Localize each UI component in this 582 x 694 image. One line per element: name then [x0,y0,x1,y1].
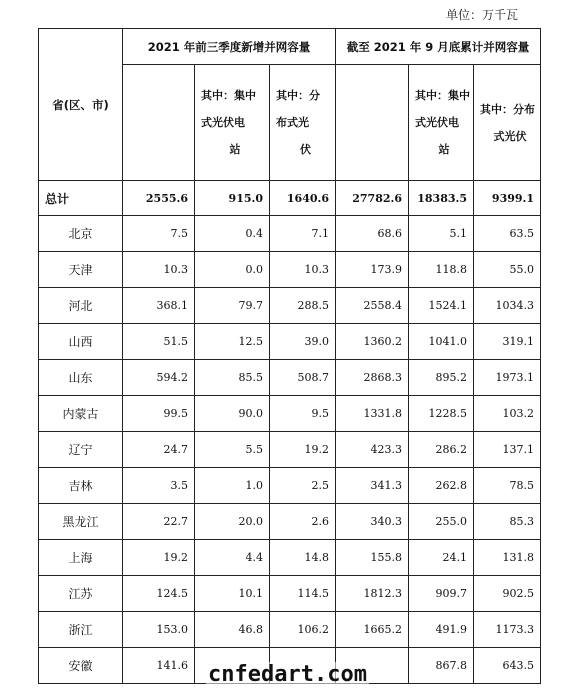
total-row [39,181,541,216]
value-cell: 262.8 [409,468,474,504]
value-cell: 867.8 [409,648,474,684]
value-cell: 27782.6 [336,181,409,216]
value-cell: 20.0 [195,504,270,540]
value-cell: 341.3 [336,468,409,504]
cumulative-centralized-header [409,65,474,181]
value-cell: 2.5 [270,468,336,504]
province-cell: 河北 [39,288,123,324]
new-distributed-header [270,65,336,181]
table-row [39,432,541,468]
value-cell: 2.6 [270,504,336,540]
value-cell: 10.3 [123,252,195,288]
value-cell: 2558.4 [336,288,409,324]
value-cell: 155.8 [336,540,409,576]
value-cell: 12.5 [195,324,270,360]
value-cell: 1665.2 [336,612,409,648]
value-cell: 63.5 [474,216,541,252]
value-cell: 106.2 [270,612,336,648]
value-cell: 99.5 [123,396,195,432]
value-cell: 24.7 [123,432,195,468]
header-line: 布式光 [276,116,309,129]
value-cell: 79.7 [195,288,270,324]
value-cell: 895.2 [409,360,474,396]
new-capacity-header: 2021 年前三季度新增并网容量 [123,29,336,65]
new-total-header [123,65,195,181]
value-cell: 1034.3 [474,288,541,324]
value-cell: 286.2 [409,432,474,468]
value-cell: 18383.5 [409,181,474,216]
value-cell: 9399.1 [474,181,541,216]
value-cell: 124.5 [123,576,195,612]
province-cell: 内蒙古 [39,396,123,432]
value-cell: 2868.3 [336,360,409,396]
value-cell: 319.1 [474,324,541,360]
value-cell: 90.0 [195,396,270,432]
header-line: 其中：集中 [415,89,471,102]
value-cell: 1360.2 [336,324,409,360]
value-cell: 909.7 [409,576,474,612]
value-cell: 368.1 [123,288,195,324]
value-cell: 10.3 [270,252,336,288]
value-cell: 491.9 [409,612,474,648]
province-cell: 黑龙江 [39,504,123,540]
value-cell: 85.5 [195,360,270,396]
province-cell: 山东 [39,360,123,396]
header-line: 其中：集中 [201,89,256,102]
header-line: 其中：分 [276,89,320,102]
table-row [39,576,541,612]
value-cell: 46.8 [195,612,270,648]
cumulative-distributed-header [474,65,541,181]
table-row [39,324,541,360]
value-cell: 5.1 [409,216,474,252]
value-cell: 3.5 [123,468,195,504]
value-cell: 902.5 [474,576,541,612]
header-line: 式光伏电 [201,116,245,129]
cumulative-capacity-header: 截至 2021 年 9 月底累计并网容量 [336,29,541,65]
table-row [39,288,541,324]
value-cell: 85.3 [474,504,541,540]
header-line: 其中：分布 [480,102,536,116]
value-cell: 423.3 [336,432,409,468]
value-cell: 1041.0 [409,324,474,360]
value-cell: 55.0 [474,252,541,288]
province-cell: 吉林 [39,468,123,504]
value-cell: 7.1 [270,216,336,252]
value-cell: 118.8 [409,252,474,288]
value-cell: 508.7 [270,360,336,396]
value-cell: 1173.3 [474,612,541,648]
value-cell: 1973.1 [474,360,541,396]
header-line: 站 [438,143,450,156]
value-cell: 1640.6 [270,181,336,216]
value-cell: 131.8 [474,540,541,576]
unit-label: 单位：万千瓦 [445,8,518,22]
table-row [39,468,541,504]
new-centralized-header [195,65,270,181]
value-cell: 22.7 [123,504,195,540]
table-row [39,252,541,288]
value-cell: 14.8 [270,540,336,576]
value-cell: 173.9 [336,252,409,288]
province-cell: 上海 [39,540,123,576]
header-line: 站 [229,143,241,156]
value-cell: 340.3 [336,504,409,540]
province-header: 省(区、市) [39,29,123,181]
value-cell: 594.2 [123,360,195,396]
value-cell: 1524.1 [409,288,474,324]
table-row [39,540,541,576]
province-cell: 安徽 [39,648,123,684]
province-cell: 北京 [39,216,123,252]
value-cell: 288.5 [270,288,336,324]
value-cell: 2555.6 [123,181,195,216]
capacity-table [38,28,541,684]
value-cell: 137.1 [474,432,541,468]
table-row [39,396,541,432]
value-cell: 915.0 [195,181,270,216]
table-row [39,504,541,540]
watermark: cnfedart.com [208,662,367,687]
value-cell: 5.5 [195,432,270,468]
value-cell: 19.2 [270,432,336,468]
cumulative-total-header [336,65,409,181]
province-cell: 总计 [39,181,123,216]
value-cell: 153.0 [123,612,195,648]
province-cell: 辽宁 [39,432,123,468]
value-cell: 643.5 [474,648,541,684]
value-cell: 7.5 [123,216,195,252]
value-cell: 1228.5 [409,396,474,432]
value-cell: 9.5 [270,396,336,432]
value-cell: 255.0 [409,504,474,540]
header-line: 式光伏 [493,129,527,143]
value-cell: 114.5 [270,576,336,612]
value-cell: 103.2 [474,396,541,432]
table-row [39,216,541,252]
province-cell: 山西 [39,324,123,360]
value-cell: 141.6 [123,648,195,684]
value-cell: 24.1 [409,540,474,576]
value-cell: 1331.8 [336,396,409,432]
value-cell: 4.4 [195,540,270,576]
value-cell: 1812.3 [336,576,409,612]
province-cell: 江苏 [39,576,123,612]
province-cell: 天津 [39,252,123,288]
header-line: 伏 [300,143,311,156]
province-cell: 浙江 [39,612,123,648]
value-cell: 51.5 [123,324,195,360]
value-cell: 0.0 [195,252,270,288]
value-cell: 10.1 [195,576,270,612]
value-cell: 68.6 [336,216,409,252]
value-cell: 19.2 [123,540,195,576]
value-cell: 39.0 [270,324,336,360]
value-cell: 78.5 [474,468,541,504]
table-row [39,360,541,396]
header-line: 式光伏电 [415,116,460,129]
table-row [39,612,541,648]
value-cell: 0.4 [195,216,270,252]
value-cell: 1.0 [195,468,270,504]
